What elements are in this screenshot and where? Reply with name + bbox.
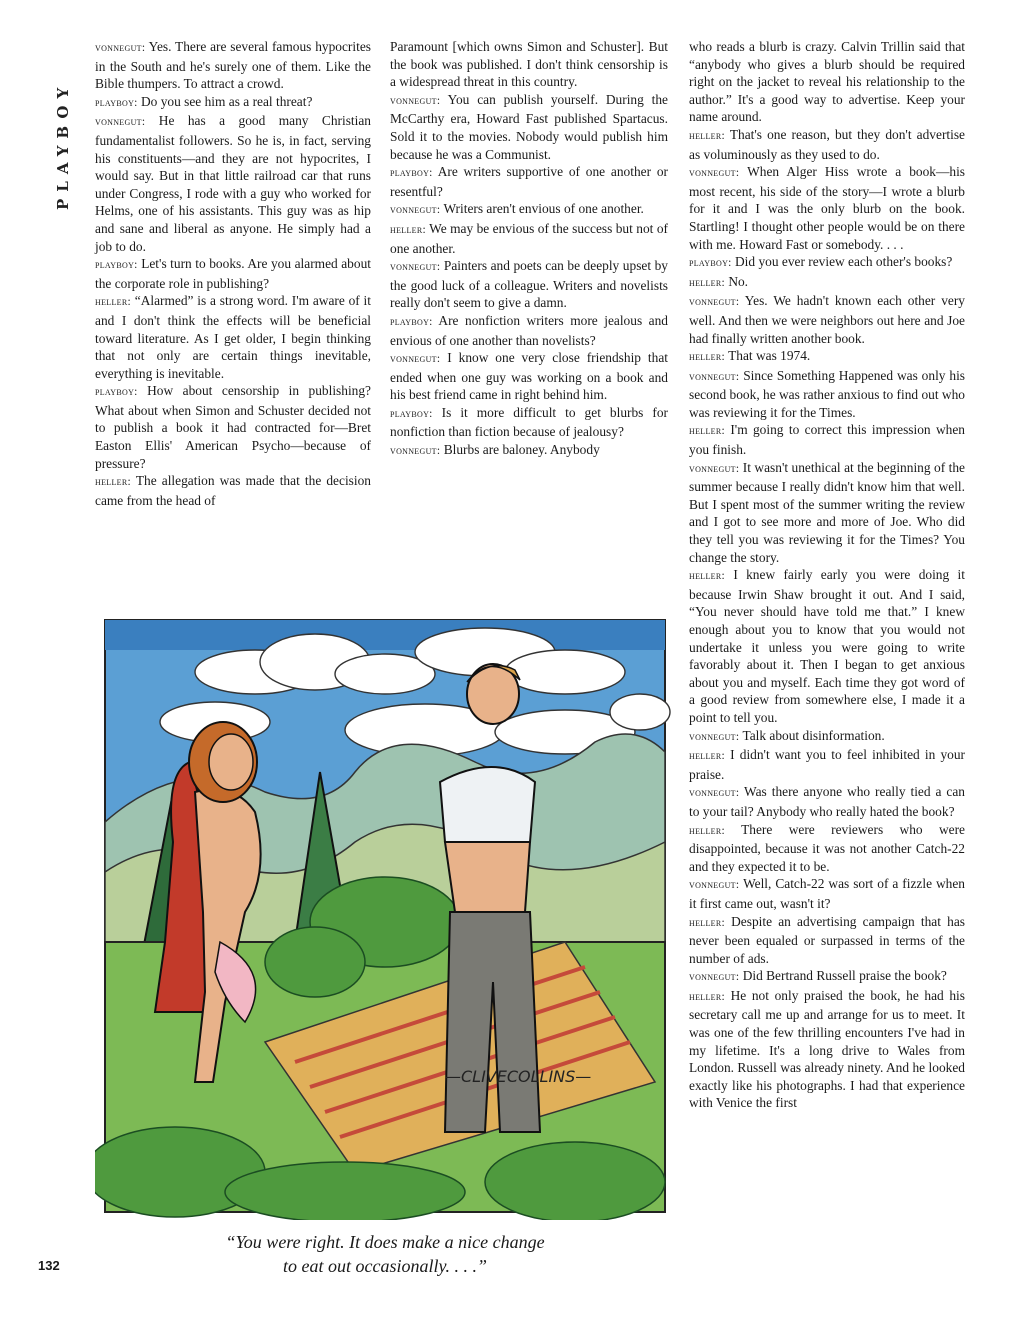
paragraph-text: Painters and poets can be deeply upset by the good luck of a colleague. Writers and novelists really don't seem to give a damn. — [390, 258, 668, 311]
paragraph-text: Was there anyone who really tied a can to your tail? Anybody who really hated the book? — [689, 784, 965, 819]
speaker-label: playboy: — [390, 167, 433, 180]
interview-paragraph — [689, 913, 965, 968]
speaker-label: playboy: — [95, 259, 138, 272]
text-column-1 — [95, 38, 371, 509]
speaker-label: vonnegut: — [95, 116, 146, 129]
text-column-2 — [390, 38, 668, 461]
interview-paragraph — [95, 93, 371, 113]
paragraph-text: We may be envious of the success but not of one another. — [390, 220, 668, 256]
speaker-label: heller: — [689, 129, 725, 142]
interview-paragraph — [95, 382, 371, 472]
paragraph-text: When Alger Hiss wrote a book—his most recent, his side of the story—I wrote a blurb for it and I was the only blurb on the book. Startling! I thought other people would be on there with me. Howard Fast or somebody. . . . — [689, 164, 965, 252]
speaker-label: heller: — [689, 276, 725, 289]
paragraph-text: The allegation was made that the decision came from the head of — [95, 473, 371, 508]
paragraph-text: Did Bertrand Russell praise the book? — [739, 968, 947, 984]
paragraph-text: I didn't want you to feel inhibited in your praise. — [689, 747, 965, 782]
cartoon-drawing — [95, 612, 673, 1220]
interview-paragraph — [390, 163, 668, 200]
paragraph-text: Let's turn to books. Are you alarmed about the corporate role in publishing? — [95, 256, 371, 291]
cartoon-illustration — [95, 612, 673, 1220]
speaker-label: heller: — [689, 570, 725, 583]
interview-paragraph — [95, 472, 371, 509]
interview-paragraph — [689, 566, 965, 726]
speaker-label: heller: — [689, 351, 725, 364]
speaker-label: playboy: — [390, 407, 433, 420]
interview-paragraph — [689, 126, 965, 163]
page-number: 132 — [38, 1258, 60, 1273]
speaker-label: vonnegut: — [390, 353, 441, 366]
interview-paragraph — [689, 347, 965, 367]
paragraph-text: You can publish yourself. During the McCarthy era, Howard Fast published Spartacus. Sold it to the movies. Nobody would publish him because he was a Communist. — [390, 91, 668, 162]
paragraph-text: How about censorship in publishing? What about when Simon and Schuster decided not to publish a book it had contracted for—Bret Easton Ellis' American Psycho—because of pressure? — [95, 383, 371, 471]
paragraph-text: Is it more difficult to get blurbs for nonfiction than fiction because of jealousy? — [390, 404, 668, 440]
interview-paragraph — [390, 91, 668, 163]
interview-paragraph — [689, 459, 965, 567]
paragraph-text: That's one reason, but they don't advertise as voluminously as they used to do. — [689, 126, 965, 162]
paragraph-text: Talk about disinformation. — [739, 727, 885, 743]
interview-paragraph — [689, 163, 965, 253]
speaker-label: heller: — [689, 990, 725, 1003]
interview-paragraph — [390, 349, 668, 404]
interview-paragraph — [689, 273, 965, 293]
caption-line-1: “You were right. It does make a nice change — [225, 1232, 545, 1252]
speaker-label: vonnegut: — [689, 879, 740, 892]
paragraph-text: It wasn't unethical at the beginning of the summer because I really didn't know him that well. But I spent most of the summer writing the review and I got to see more and more of Joe. Who did they tell you was reviewing it for the Times? You change the story. — [689, 459, 965, 565]
interview-paragraph — [689, 367, 965, 422]
paragraph-text: I know one very close friendship that ended when one guy was working on a book and his best friend came in right behind him. — [390, 350, 668, 403]
interview-paragraph — [689, 821, 965, 876]
interview-paragraph — [390, 312, 668, 349]
paragraph-text: Writers aren't envious of one another. — [440, 201, 644, 217]
interview-paragraph — [689, 875, 965, 912]
interview-paragraph — [689, 746, 965, 783]
paragraph-text: Are writers supportive of one another or resentful? — [390, 164, 668, 199]
speaker-label: vonnegut: — [689, 296, 740, 309]
speaker-label: vonnegut: — [390, 445, 441, 458]
interview-paragraph — [95, 112, 371, 255]
speaker-label: vonnegut: — [689, 167, 740, 180]
paragraph-text: Despite an advertising campaign that has never been equaled or surpassed in terms of the number of ads. — [689, 913, 965, 966]
paragraph-text: Paramount [which owns Simon and Schuster]. But the book was published. I don't think censorship is a widespread threat in this country. — [390, 39, 668, 90]
speaker-label: heller: — [95, 476, 131, 489]
text-column-3 — [689, 38, 965, 1112]
interview-paragraph — [95, 255, 371, 292]
paragraph-text: Well, Catch-22 was sort of a fizzle when it first came out, wasn't it? — [689, 876, 965, 911]
sky-top-band — [105, 620, 665, 650]
paragraph-text: Yes. There are several famous hypocrites in the South and he's surely one of them. Like the Bible thumpers. To attract a crowd. — [95, 39, 371, 92]
speaker-label: vonnegut: — [95, 42, 146, 54]
speaker-label: vonnegut: — [689, 370, 740, 383]
paragraph-text: “Alarmed” is a strong word. I'm aware of it and I don't think the effects will be beneficial toward literature. As I get older, I begin thinking that not only are certain things inevitable, everything is inevitable. — [95, 293, 371, 381]
speaker-label: vonnegut: — [390, 261, 441, 274]
interview-paragraph — [689, 38, 965, 126]
interview-paragraph — [390, 200, 668, 220]
paragraph-text: Did you ever review each other's books? — [731, 254, 953, 270]
speaker-label: heller: — [95, 296, 131, 309]
interview-paragraph — [689, 292, 965, 347]
cartoon-caption — [150, 1230, 620, 1278]
speaker-label: vonnegut: — [689, 971, 740, 984]
speaker-label: heller: — [689, 425, 725, 438]
interview-paragraph — [689, 783, 965, 820]
artist-signature: —CLIVECOLLINS— — [445, 1067, 592, 1086]
paragraph-text: He has a good many Christian fundamentalist followers. So he is, in fact, serving his constituents—and they are not hypocrites, I would say. But in that little railroad car that runs under Congress, I rode with a guy who worked for Helms, one of his assistants. This guy was as hip and sane and liberal as anyone. He simply had a job to do. — [95, 113, 371, 254]
interview-paragraph — [390, 441, 668, 461]
speaker-label: vonnegut: — [689, 462, 740, 475]
interview-paragraph — [390, 38, 668, 91]
speaker-label: heller: — [689, 750, 725, 763]
speaker-label: vonnegut: — [390, 94, 441, 107]
interview-paragraph — [390, 404, 668, 441]
speaker-label: heller: — [689, 916, 725, 929]
speaker-label: heller: — [689, 824, 725, 837]
speaker-label: playboy: — [689, 257, 732, 270]
paragraph-text: That was 1974. — [724, 348, 811, 364]
speaker-label: playboy: — [390, 315, 433, 328]
paragraph-text: Are nonfiction writers more jealous and envious of one another than novelists? — [390, 312, 668, 348]
paragraph-text: Yes. We hadn't known each other very well. And then we were neighbors out here and Joe had finally written another book. — [689, 293, 965, 346]
interview-paragraph — [95, 292, 371, 382]
interview-paragraph — [95, 38, 371, 93]
speaker-label: playboy: — [95, 386, 138, 399]
magazine-logo-vertical: PLAYBOY — [54, 80, 72, 210]
paragraph-text: I knew fairly early you were doing it because Irwin Shaw brought it out. And I said, “You never should have told me that.” I knew enough about you to know that you would not undertake it unless you were going to write favorably about it. Then I began to get anxious about you and myself. Each time they got word of a good review from somewhere else, I made it a point to tell you. — [689, 567, 965, 725]
interview-paragraph — [390, 220, 668, 257]
interview-paragraph — [689, 727, 965, 747]
interview-paragraph — [689, 967, 965, 987]
speaker-label: vonnegut: — [390, 204, 441, 217]
paragraph-text: I'm going to correct this impression when you finish. — [689, 422, 965, 458]
speaker-label: vonnegut: — [689, 730, 740, 743]
speaker-label: heller: — [390, 223, 426, 236]
interview-paragraph — [390, 257, 668, 312]
paragraph-text: Do you see him as a real threat? — [137, 93, 313, 109]
paragraph-text: who reads a blurb is crazy. Calvin Trillin said that “anybody who gives a blurb should be required right on the jacket to reveal his relationship to the author.” It's a good way to advertise. Keep your name around. — [689, 39, 965, 125]
interview-paragraph — [689, 987, 965, 1112]
speaker-label: vonnegut: — [689, 787, 740, 800]
paragraph-text: Blurbs are baloney. Anybody — [440, 442, 600, 458]
paragraph-text: No. — [724, 273, 749, 289]
paragraph-text: Since Something Happened was only his second book, he was rather anxious to find out who was reviewing it for the Times. — [689, 367, 965, 420]
paragraph-text: He not only praised the book, he had his secretary call me up and arrange for us to meet. It was one of the few thrilling encounters I've had in my lifetime. It's a long drive to Wales from London. Russell was already ninety. And he looked exactly like his photographs. I had that experience with Venice the first — [689, 987, 965, 1111]
caption-line-2: to eat out occasionally. . . .” — [283, 1256, 487, 1276]
interview-paragraph — [689, 253, 965, 273]
paragraph-text: There were reviewers who were disappointed, because it was not another Catch-22 and they expected it to be. — [689, 821, 965, 874]
speaker-label: playboy: — [95, 96, 138, 109]
interview-paragraph — [689, 421, 965, 458]
